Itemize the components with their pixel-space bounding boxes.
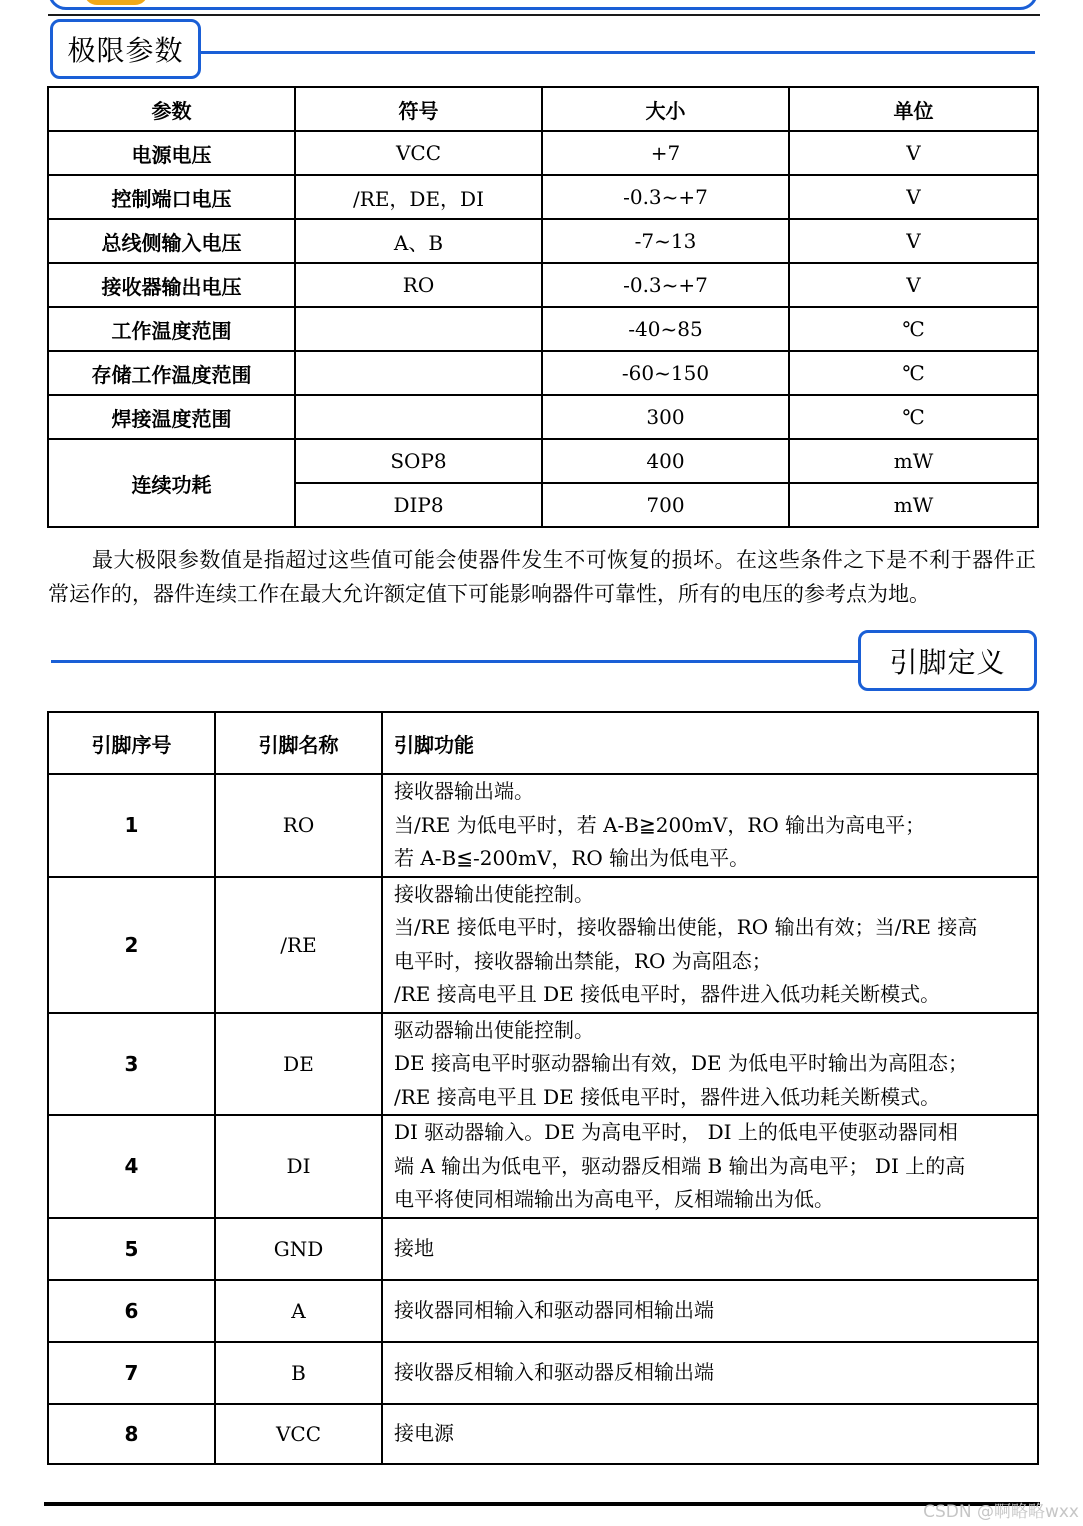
unit-cell: mW	[789, 439, 1038, 483]
header-value: 大小	[542, 87, 789, 131]
unit-cell: V	[789, 263, 1038, 307]
function-line: 当/RE 为低电平时，若 A-B≧200mV，RO 输出为高电平；	[394, 812, 926, 837]
pin-function-cell	[382, 877, 1038, 1013]
value-cell: -40~85	[542, 307, 789, 351]
pin-function-cell	[382, 1404, 1038, 1464]
pin-number-cell: 3	[48, 1013, 215, 1116]
header-pin-number: 引脚序号	[48, 712, 215, 774]
symbol-cell	[295, 351, 542, 395]
pin-function-cell	[382, 1115, 1038, 1218]
param-cell: 总线侧输入电压	[48, 219, 295, 263]
top-header-frame	[48, 0, 1038, 10]
pin-name-cell: DE	[215, 1013, 382, 1116]
section-title-limits: 极限参数	[50, 19, 201, 79]
function-line: 电平将使同相端输出为高电平，反相端输出为低。	[394, 1187, 834, 1211]
watermark: CSDN @啊略略wxx	[923, 1502, 1079, 1522]
symbol-cell: DIP8	[295, 483, 542, 527]
function-line: /RE 接高电平且 DE 接低电平时，器件进入低功耗关断模式。	[394, 1084, 941, 1109]
symbol-cell	[295, 307, 542, 351]
pin-table-body	[48, 774, 1038, 1464]
value-cell: -60~150	[542, 351, 789, 395]
param-cell: 电源电压	[48, 131, 295, 175]
pin-name-cell: DI	[215, 1115, 382, 1218]
pin-name-cell: B	[215, 1342, 382, 1404]
unit-cell: ℃	[789, 395, 1038, 439]
function-line: 接电源	[394, 1420, 454, 1445]
section-title-line	[51, 660, 861, 663]
pin-name-cell: RO	[215, 774, 382, 877]
value-cell: 400	[542, 439, 789, 483]
param-cell: 连续功耗	[48, 439, 295, 527]
unit-cell: ℃	[789, 351, 1038, 395]
symbol-cell: RO	[295, 263, 542, 307]
table-row	[48, 131, 1038, 175]
section-title-pins: 引脚定义	[858, 630, 1037, 691]
table-row	[48, 1218, 1038, 1280]
pin-number-cell: 4	[48, 1115, 215, 1218]
section-title-line	[200, 51, 1035, 54]
function-line: 驱动器输出使能控制。	[394, 1017, 594, 1042]
header-symbol: 符号	[295, 87, 542, 131]
top-logo-fragment	[84, 0, 148, 5]
pin-number-cell: 7	[48, 1342, 215, 1404]
value-cell: +7	[542, 131, 789, 175]
param-cell: 工作温度范围	[48, 307, 295, 351]
symbol-cell: /RE，DE，DI	[295, 175, 542, 219]
symbol-cell: SOP8	[295, 439, 542, 483]
pin-number-cell: 2	[48, 877, 215, 1013]
header-param: 参数	[48, 87, 295, 131]
header-pin-name: 引脚名称	[215, 712, 382, 774]
function-line: 接收器输出端。	[394, 779, 534, 803]
table-row	[48, 877, 1038, 1013]
pin-function-cell	[382, 1280, 1038, 1342]
header-pin-function: 引脚功能	[382, 712, 1038, 774]
function-line: 当/RE 接低电平时，接收器输出使能，RO 输出有效；当/RE 接高	[394, 915, 978, 939]
table-row	[48, 439, 1038, 483]
pin-table	[47, 711, 1039, 1465]
table-header-row	[48, 712, 1038, 774]
pin-function-cell	[382, 1013, 1038, 1116]
function-line: 接收器同相输入和驱动器同相输出端	[394, 1297, 714, 1322]
symbol-cell	[295, 395, 542, 439]
table-row	[48, 774, 1038, 877]
value-cell: -0.3~+7	[542, 175, 789, 219]
table-row	[48, 175, 1038, 219]
unit-cell: mW	[789, 483, 1038, 527]
function-line: 端 A 输出为低电平，驱动器反相端 B 输出为高电平； DI 上的高	[394, 1153, 966, 1178]
param-cell: 焊接温度范围	[48, 395, 295, 439]
table-row	[48, 1115, 1038, 1218]
table-row	[48, 1013, 1038, 1116]
pin-name-cell: VCC	[215, 1404, 382, 1464]
table-row	[48, 1404, 1038, 1464]
pin-name-cell: A	[215, 1280, 382, 1342]
limits-table-body	[48, 131, 1038, 527]
function-line: 接收器反相输入和驱动器反相输出端	[394, 1359, 714, 1384]
function-line: 若 A-B≦-200mV，RO 输出为低电平。	[394, 846, 750, 870]
value-cell: -7~13	[542, 219, 789, 263]
pin-number-cell: 6	[48, 1280, 215, 1342]
table-row	[48, 219, 1038, 263]
function-line: 电平时，接收器输出禁能，RO 为高阻态；	[394, 948, 772, 973]
param-cell: 存储工作温度范围	[48, 351, 295, 395]
pin-name-cell: GND	[215, 1218, 382, 1280]
value-cell: 700	[542, 483, 789, 527]
param-cell: 控制端口电压	[48, 175, 295, 219]
table-row	[48, 307, 1038, 351]
table-row	[48, 1280, 1038, 1342]
unit-cell: ℃	[789, 307, 1038, 351]
pin-function-cell	[382, 1218, 1038, 1280]
table-header-row	[48, 87, 1038, 131]
table-row	[48, 351, 1038, 395]
limits-table	[47, 86, 1039, 528]
pin-number-cell: 5	[48, 1218, 215, 1280]
function-line: 接收器输出使能控制。	[394, 881, 594, 906]
top-rule	[48, 14, 1040, 16]
function-line: 接地	[394, 1235, 434, 1260]
unit-cell: V	[789, 175, 1038, 219]
limits-note: 最大极限参数值是指超过这些值可能会使器件发生不可恢复的损坏。在这些条件之下是不利于器件正常运作的，器件连续工作在最大允许额定值下可能影响器件可靠性，所有的电压的参考点为地。	[48, 548, 1036, 606]
unit-cell: V	[789, 131, 1038, 175]
symbol-cell: VCC	[295, 131, 542, 175]
header-unit: 单位	[789, 87, 1038, 131]
param-cell: 接收器输出电压	[48, 263, 295, 307]
function-line: DE 接高电平时驱动器输出有效，DE 为低电平时输出为高阻态；	[394, 1051, 968, 1075]
function-line: /RE 接高电平且 DE 接低电平时，器件进入低功耗关断模式。	[394, 982, 941, 1006]
pin-function-cell	[382, 774, 1038, 877]
symbol-cell: A、B	[295, 219, 542, 263]
pin-function-cell	[382, 1342, 1038, 1404]
table-row	[48, 263, 1038, 307]
bottom-rule	[44, 1502, 1040, 1506]
function-line: DI 驱动器输入。DE 为高电平时， DI 上的低电平使驱动器同相	[394, 1120, 958, 1144]
table-row	[48, 1342, 1038, 1404]
pin-name-cell: /RE	[215, 877, 382, 1013]
value-cell: 300	[542, 395, 789, 439]
value-cell: -0.3~+7	[542, 263, 789, 307]
table-row	[48, 395, 1038, 439]
pin-number-cell: 8	[48, 1404, 215, 1464]
unit-cell: V	[789, 219, 1038, 263]
pin-number-cell: 1	[48, 774, 215, 877]
